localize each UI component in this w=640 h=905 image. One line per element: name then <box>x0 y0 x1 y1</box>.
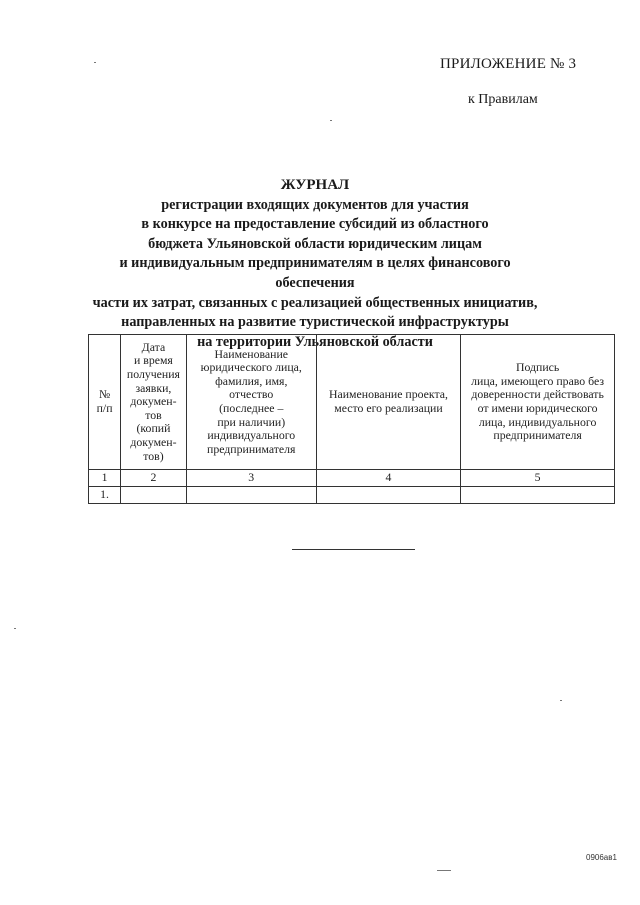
table-header-row <box>89 335 615 470</box>
table-cell <box>186 487 316 504</box>
column-number: 5 <box>461 470 615 487</box>
scan-speck <box>437 870 451 871</box>
column-number: 3 <box>186 470 316 487</box>
scan-speck <box>14 628 16 629</box>
column-numbering-row <box>89 470 615 487</box>
scan-speck <box>94 62 96 63</box>
annex-reference: к Правилам <box>468 92 538 107</box>
scan-speck <box>560 700 562 701</box>
title-line: в конкурсе на предоставление субсидий из областного <box>141 216 489 233</box>
column-number: 1 <box>89 470 121 487</box>
table-cell <box>121 487 187 504</box>
table-cell <box>461 487 615 504</box>
title-line: и индивидуальным предпринимателям в целях финансового обеспечения <box>119 255 511 291</box>
column-number: 2 <box>121 470 187 487</box>
column-number: 4 <box>316 470 460 487</box>
header-signature: Подпись лица, имеющего право без доверенности действовать от имени юридического лица, индивидуального предпринимателя <box>461 335 615 470</box>
table-cell <box>316 487 460 504</box>
header-number: № п/п <box>89 335 121 470</box>
title-line: на территории Ульяновской области <box>197 333 433 350</box>
header-project-name: Наименование проекта, место его реализации <box>316 335 460 470</box>
registration-journal-table <box>88 334 615 504</box>
header-date-received: Дата и время получения заявки, докумен- тов (копий докумен- тов) <box>121 335 187 470</box>
closing-rule-line <box>292 549 415 550</box>
document-code: 0906ав1 <box>586 853 617 862</box>
title-line: регистрации входящих документов для участия <box>161 196 469 213</box>
table-row <box>89 487 615 504</box>
header-applicant-name: Наименование юридического лица, фамилия, имя, отчество (последнее – при наличии) индивидуального предпринимателя <box>186 335 316 470</box>
document-title <box>80 176 550 352</box>
title-line: бюджета Ульяновской области юридическим лицам <box>148 235 482 252</box>
title-line: направленных на развитие туристической инфраструктуры <box>121 314 509 331</box>
title-line: части их затрат, связанных с реализацией общественных инициатив, <box>92 294 538 311</box>
table-cell: 1. <box>89 487 121 504</box>
journal-heading: ЖУРНАЛ <box>280 177 350 193</box>
annex-number: ПРИЛОЖЕНИЕ № 3 <box>440 56 577 72</box>
scan-speck <box>330 120 332 121</box>
